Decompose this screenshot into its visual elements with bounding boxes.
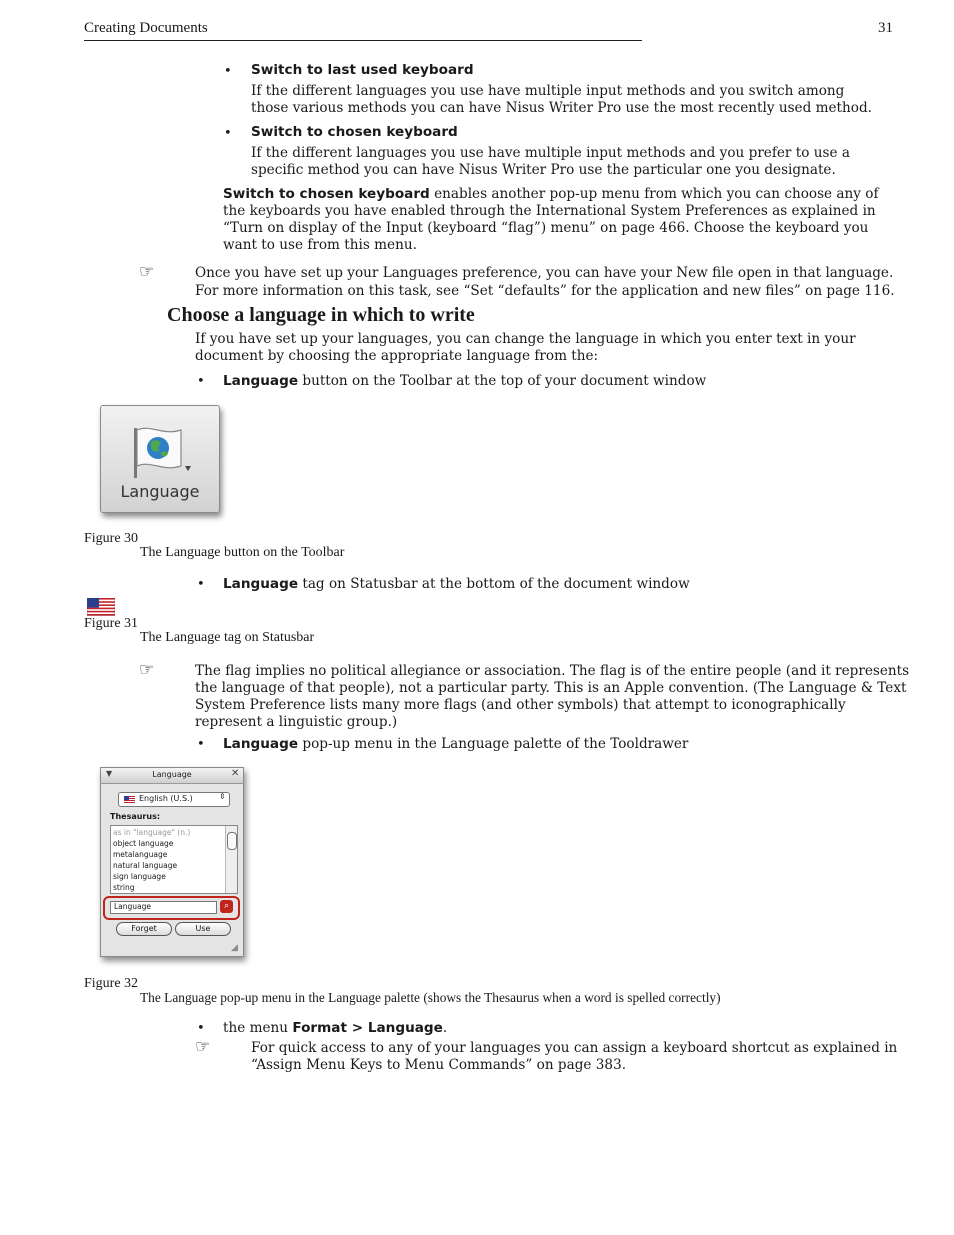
- pointing-hand-icon: ☞: [139, 262, 155, 282]
- section-heading: Choose a language in which to write: [167, 304, 475, 326]
- note-text: represent a linguistic group.): [195, 714, 398, 730]
- list-item[interactable]: as in "language" (n.): [113, 828, 191, 837]
- bullet-text: Language pop-up menu in the Language palette of the Tooldrawer: [223, 736, 689, 752]
- lookup-field[interactable]: [110, 901, 217, 914]
- note-text: “Assign Menu Keys to Menu Commands” on page 383.: [251, 1057, 627, 1073]
- list-item-title: Switch to last used keyboard: [251, 62, 474, 78]
- figure-caption: The Language pop-up menu in the Language palette (shows the Thesaurus when a word is spelled correctly): [140, 990, 721, 1005]
- thesaurus-list[interactable]: [110, 825, 238, 894]
- language-button-label: Language: [120, 482, 200, 501]
- updown-arrows-icon: ⇕: [219, 792, 226, 801]
- lookup-field-value: Language: [114, 902, 152, 911]
- bullet-dot: •: [224, 126, 232, 141]
- list-item-text: those various methods you can have Nisus Writer Pro use the most recently used method.: [251, 100, 872, 116]
- paragraph-line: “Turn on display of the Input (keyboard “flag”) menu” on page 466. Choose the keyboard you: [223, 220, 869, 236]
- bullet-dot: •: [197, 374, 205, 389]
- figure-label: Figure 32: [84, 976, 139, 991]
- thesaurus-label: Thesaurus:: [110, 812, 161, 821]
- use-button[interactable]: Use: [175, 922, 231, 936]
- list-item[interactable]: string: [113, 883, 135, 892]
- list-item-text: If the different languages you use have multiple input methods and you switch among: [251, 83, 845, 99]
- note-text: System Preference lists many more flags (and other symbols) that attempt to iconographically: [195, 697, 846, 713]
- collapse-triangle-icon[interactable]: ▼: [106, 769, 113, 778]
- popup-value: English (U.S.): [139, 794, 193, 803]
- note-text: The flag implies no political allegiance or association. The flag is of the entire people (and it represents: [195, 663, 910, 679]
- figure-caption: The Language tag on Statusbar: [140, 630, 315, 645]
- list-item[interactable]: sign language: [113, 872, 166, 881]
- paragraph-line: Switch to chosen keyboard enables another pop-up menu from which you can choose any of: [223, 186, 879, 202]
- page-number: 31: [878, 20, 893, 36]
- figure-label: Figure 30: [84, 531, 139, 546]
- palette-titlebar: [101, 768, 243, 784]
- header-rule: [84, 40, 642, 41]
- figure-label: Figure 31: [84, 616, 139, 631]
- list-item-title: Switch to chosen keyboard: [251, 124, 458, 140]
- bullet-text: Language button on the Toolbar at the top of your document window: [223, 373, 707, 389]
- language-popup[interactable]: [118, 792, 230, 807]
- resize-grip-icon[interactable]: ◢: [231, 943, 238, 953]
- pointing-hand-icon: ☞: [195, 1037, 211, 1057]
- list-item-text: If the different languages you use have multiple input methods and you prefer to use a: [251, 145, 850, 161]
- forget-button[interactable]: Forget: [116, 922, 172, 936]
- bullet-dot: •: [197, 577, 205, 592]
- bullet-dot: •: [224, 64, 232, 79]
- note-text: Once you have set up your Languages preference, you can have your New file open in that language.: [195, 265, 894, 281]
- close-icon[interactable]: ✕: [231, 768, 240, 779]
- language-toolbar-button[interactable]: [100, 405, 220, 513]
- list-item[interactable]: natural language: [113, 861, 178, 870]
- note-text: For quick access to any of your languages you can assign a keyboard shortcut as explained in: [251, 1040, 898, 1056]
- intro-text: document by choosing the appropriate language from the:: [195, 348, 599, 364]
- scroll-thumb[interactable]: [227, 832, 237, 850]
- search-icon[interactable]: ⌕: [220, 900, 233, 913]
- figure-caption: The Language button on the Toolbar: [140, 545, 345, 560]
- scrollbar[interactable]: [225, 826, 237, 893]
- list-item[interactable]: metalanguage: [113, 850, 168, 859]
- list-item-text: specific method you can have Nisus Writer Pro use the particular one you designate.: [251, 162, 836, 178]
- note-text: the language of that people), not a particular party. This is an Apple convention. (The Language & Text: [195, 680, 907, 696]
- bullet-dot: •: [197, 1021, 205, 1036]
- paragraph-line: want to use from this menu.: [223, 237, 417, 253]
- language-palette: [100, 767, 244, 957]
- intro-text: If you have set up your languages, you can change the language in which you enter text in your: [195, 331, 856, 347]
- pointing-hand-icon: ☞: [139, 660, 155, 680]
- bullet-dot: •: [197, 737, 205, 752]
- paragraph-line: the keyboards you have enabled through the International System Preferences as explained in: [223, 203, 876, 219]
- bullet-text: the menu Format > Language.: [223, 1020, 448, 1036]
- running-header: Creating Documents: [84, 20, 208, 36]
- list-item[interactable]: object language: [113, 839, 174, 848]
- us-flag-icon: [124, 796, 135, 803]
- note-text: For more information on this task, see “Set “defaults” for the application and new files” on page 116.: [195, 283, 895, 299]
- palette-title: Language: [152, 770, 192, 779]
- bullet-text: Language tag on Statusbar at the bottom of the document window: [223, 576, 690, 592]
- us-flag-icon[interactable]: [87, 598, 115, 616]
